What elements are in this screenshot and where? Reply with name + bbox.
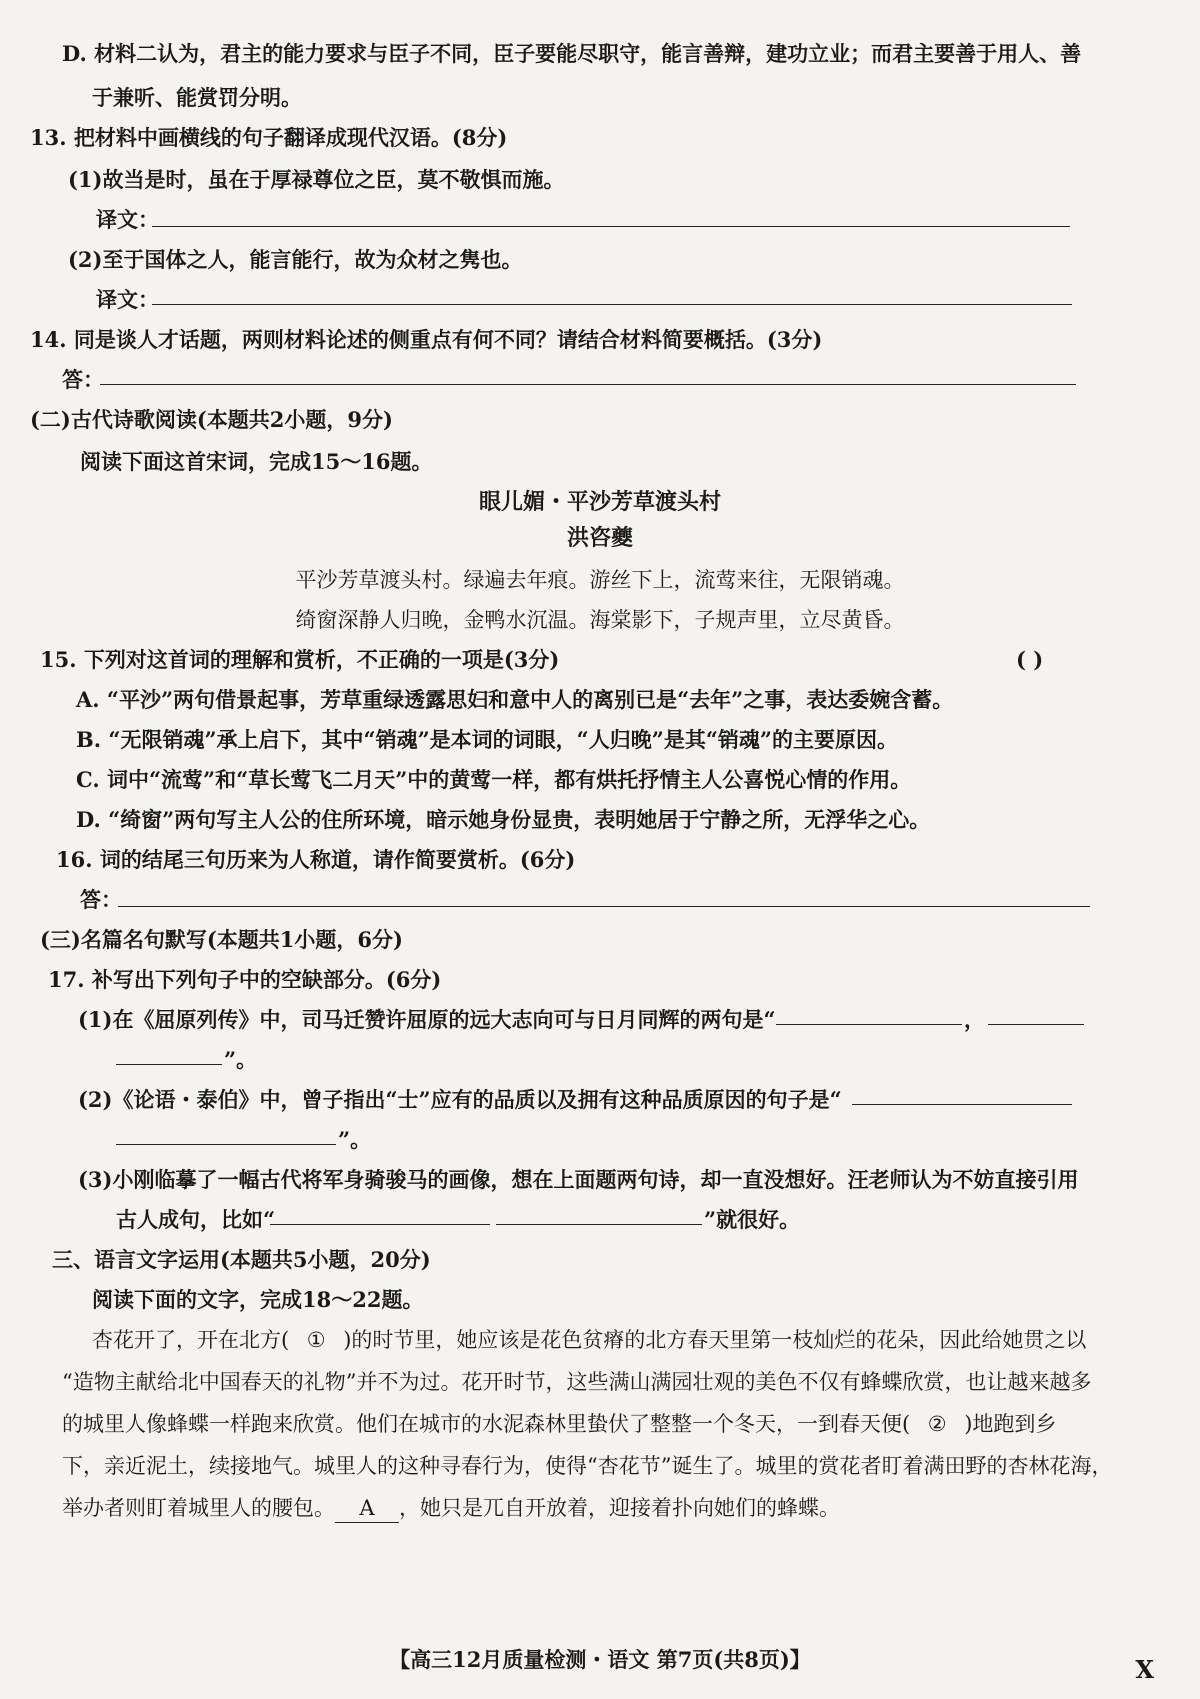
q17-3-line2-end: ”就很好。 — [704, 1207, 801, 1232]
q17-1-comma: ， — [964, 1007, 985, 1032]
passage-line-3 — [62, 1410, 1056, 1438]
poem-title: 眼儿媚・平沙芳草渡头村 — [478, 489, 721, 515]
q17-2: (2)《论语・泰伯》中，曾子指出“士”应有的品质以及拥有这种品质原因的句子是“ — [78, 1087, 842, 1112]
poem-author: 洪咨夔 — [566, 525, 633, 551]
question-14: 14. 同是谈人才话题，两则材料论述的侧重点有何不同？请结合材料简要概括。(3分) — [30, 327, 823, 352]
q17-3-line1: (3)小刚临摹了一幅古代将军身骑骏马的画像，想在上面题两句诗，却一直没想好。汪老师认为不妨直接引用 — [78, 1167, 1079, 1192]
q17-3-blank-b[interactable] — [496, 1224, 702, 1225]
passage-3-pre: 的城里人像蜂蝶一样跑来欣赏。他们在城市的水泥森林里蛰伏了整整一个冬天，一到春天便( — [62, 1412, 911, 1436]
question-15: 15. 下列对这首词的理解和赏析，不正确的一项是(3分) — [40, 647, 560, 672]
passage-5-post: ，她只是兀自开放着，迎接着扑向她们的蜂蝶。 — [399, 1496, 840, 1520]
question-16: 16. 词的结尾三句历来为人称道，请作简要赏析。(6分) — [56, 847, 576, 872]
q14-answer-line[interactable] — [100, 384, 1076, 385]
passage-1-post: )的时节里，她应该是花色贫瘠的北方春天里第一枝灿烂的花朵，因此给她贯之以 — [343, 1328, 1087, 1352]
question-13: 13. 把材料中画横线的句子翻译成现代汉语。(8分) — [30, 125, 508, 150]
section-III-heading: 三、语言文字运用(本题共5小题，20分) — [52, 1247, 431, 1272]
passage-line-2: “造物主献给北中国春天的礼物”并不为过。花开时节，这些满山满园壮观的美色不仅有蜂蝶欣赏，也让越来越多 — [62, 1370, 1092, 1394]
section-2-intro: 阅读下面这首宋词，完成15～16题。 — [80, 449, 433, 474]
q17-2-blank-b[interactable] — [116, 1144, 336, 1145]
section-2-heading: (二)古代诗歌阅读(本题共2小题，9分) — [30, 407, 393, 432]
blank-a-marker[interactable]: A — [335, 1494, 399, 1523]
q13-answer-line-1[interactable] — [152, 226, 1070, 227]
q17-1-end: ”。 — [224, 1047, 258, 1072]
q17-1: (1)在《屈原列传》中，司马迁赞许屈原的远大志向可与日月同辉的两句是“ — [78, 1007, 776, 1032]
q13-sentence-2: (2)至于国体之人，能言能行，故为众材之隽也。 — [68, 247, 523, 272]
question-17: 17. 补写出下列句子中的空缺部分。(6分) — [48, 967, 442, 992]
poem-line-2: 绮窗深静人归晚，金鸭水沉温。海棠影下，子规声里，立尽黄昏。 — [295, 608, 905, 632]
corner-mark: X — [1135, 1655, 1154, 1684]
passage-3-post: )地跑到乡 — [964, 1412, 1057, 1436]
passage-line-4: 下，亲近泥土，续接地气。城里人的这种寻春行为，使得“杏花节”诞生了。城里的赏花者盯着满田野的杏林花海， — [62, 1454, 1113, 1478]
q17-1-blank-a[interactable] — [776, 1024, 962, 1025]
q15-option-d: D. “绮窗”两句写主人公的住所环境，暗示她身份显贵，表明她居于宁静之所，无浮华之心。 — [76, 807, 931, 832]
q17-1-blank-b[interactable] — [988, 1024, 1084, 1025]
section-3-heading: (三)名篇名句默写(本题共1小题，6分) — [40, 927, 403, 952]
passage-1-pre: 杏花开了，开在北方( — [92, 1328, 290, 1352]
q12-option-d-line2: 于兼听、能赏罚分明。 — [92, 85, 302, 110]
passage-5-pre: 举办者则盯着城里人的腰包。 — [62, 1496, 335, 1520]
q15-option-b: B. “无限销魂”承上启下，其中“销魂”是本词的词眼，“人归晚”是其“销魂”的主要原因。 — [76, 727, 899, 752]
q15-option-c: C. 词中“流莺”和“草长莺飞二月天”中的黄莺一样，都有烘托抒情主人公喜悦心情的作用。 — [76, 767, 912, 792]
q17-3-line2-pre: 古人成句，比如“ — [116, 1207, 276, 1232]
poem-line-1: 平沙芳草渡头村。绿遍去年痕。游丝下上，流莺来往，无限销魂。 — [295, 568, 905, 592]
passage-line-5 — [62, 1494, 840, 1523]
section-III-intro: 阅读下面的文字，完成18～22题。 — [92, 1287, 424, 1312]
q13-answer-line-2[interactable] — [152, 304, 1072, 305]
q16-answer-line[interactable] — [118, 906, 1090, 907]
q15-option-a: A. “平沙”两句借景起事，芳草重绿透露思妇和意中人的离别已是“去年”之事，表达委婉含蓄。 — [76, 687, 954, 712]
q13-translation-label-2: 译文： — [96, 287, 159, 312]
q13-sentence-1: (1)故当是时，虽在于厚禄尊位之臣，莫不敬惧而施。 — [68, 167, 565, 192]
q15-answer-paren[interactable]: ( ) — [1016, 647, 1044, 672]
page-footer: 【高三12月质量检测・语文 第7页(共8页)】 — [389, 1647, 811, 1672]
blank-1-marker[interactable]: ① — [306, 1328, 326, 1352]
q16-answer-label: 答： — [80, 887, 122, 912]
q17-1-blank-c[interactable] — [116, 1064, 222, 1065]
q14-answer-label: 答： — [62, 367, 104, 392]
q17-3-blank-a[interactable] — [270, 1224, 490, 1225]
q17-2-end: ”。 — [338, 1127, 372, 1152]
q12-option-d-line1: D. 材料二认为，君主的能力要求与臣子不同，臣子要能尽职守，能言善辩，建功立业；而君主要善于用人、善 — [62, 41, 1082, 66]
blank-2-marker[interactable]: ② — [927, 1412, 947, 1436]
q13-translation-label-1: 译文： — [96, 207, 159, 232]
passage-line-1 — [92, 1326, 1086, 1354]
q17-2-blank-a[interactable] — [852, 1104, 1072, 1105]
